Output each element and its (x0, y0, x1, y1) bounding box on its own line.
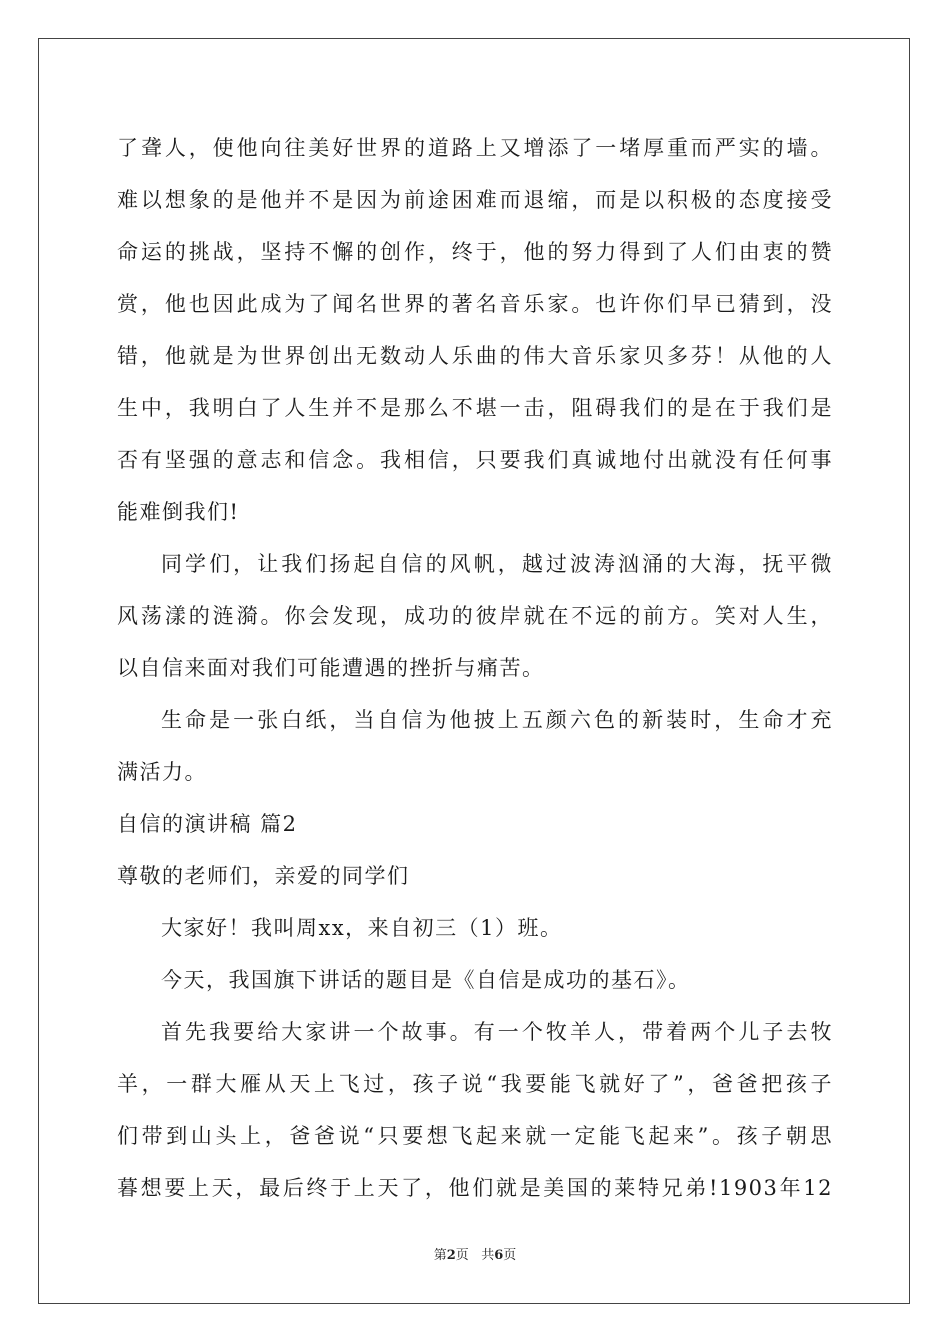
section-title: 自信的演讲稿 篇2 (117, 812, 298, 836)
paragraph-2 (117, 538, 833, 694)
text-line: 难以想象的是他并不是因为前途困难而退缩，而是以积极的态度接受 (117, 188, 833, 212)
text-line: 错，他就是为世界创出无数动人乐曲的伟大音乐家贝多芬！从他的人 (117, 344, 833, 368)
text-line: 风荡漾的涟漪。你会发现，成功的彼岸就在不远的前方。笑对人生， (117, 604, 833, 628)
text-line: 大家好！我叫周xx，来自初三（1）班。 (161, 916, 563, 940)
text-line: 羊，一群大雁从天上飞过，孩子说“我要能飞就好了”，爸爸把孩子 (117, 1072, 833, 1096)
text-line: 首先我要给大家讲一个故事。有一个牧羊人，带着两个儿子去牧 (161, 1020, 833, 1044)
text-line: 了聋人，使他向往美好世界的道路上又增添了一堵厚重而严实的墙。 (117, 136, 833, 160)
text-line: 以自信来面对我们可能遭遇的挫折与痛苦。 (117, 656, 545, 680)
paragraph-5 (117, 954, 833, 1006)
text-line: 暮想要上天，最后终于上天了，他们就是美国的莱特兄弟!1903年12 (117, 1176, 833, 1200)
paragraph-4 (117, 902, 833, 954)
paragraph-1 (117, 122, 833, 538)
text-line: 否有坚强的意志和信念。我相信，只要我们真诚地付出就没有任何事 (117, 448, 833, 472)
page-prefix: 第 (433, 1248, 447, 1263)
text-line: 们带到山头上，爸爸说“只要想飞起来就一定能飞起来”。孩子朝思 (117, 1124, 833, 1148)
total-suffix: 页 (503, 1248, 517, 1263)
paragraph-3 (117, 694, 833, 798)
text-line: 生命是一张白纸，当自信为他披上五颜六色的新装时，生命才充 (161, 708, 833, 732)
page-total: 6 (494, 1248, 504, 1263)
page-current: 2 (446, 1248, 456, 1263)
text-line: 能难倒我们! (117, 500, 240, 524)
text-line: 满活力。 (117, 760, 207, 784)
salutation: 尊敬的老师们，亲爱的同学们 (117, 864, 410, 888)
text-line: 生中，我明白了人生并不是那么不堪一击，阻碍我们的是在于我们是 (117, 396, 833, 420)
text-line: 命运的挑战，坚持不懈的创作，终于，他的努力得到了人们由衷的赞 (117, 240, 833, 264)
text-line: 同学们，让我们扬起自信的风帆，越过波涛汹涌的大海，抚平微 (161, 552, 833, 576)
page-footer (0, 1244, 950, 1263)
total-prefix: 共 (481, 1248, 495, 1263)
page-suffix: 页 (455, 1248, 469, 1263)
text-line: 赏，他也因此成为了闻名世界的著名音乐家。也许你们早已猜到，没 (117, 292, 833, 316)
document-body (117, 122, 833, 1214)
paragraph-6 (117, 1006, 833, 1214)
text-line: 今天，我国旗下讲话的题目是《自信是成功的基石》。 (161, 968, 691, 992)
